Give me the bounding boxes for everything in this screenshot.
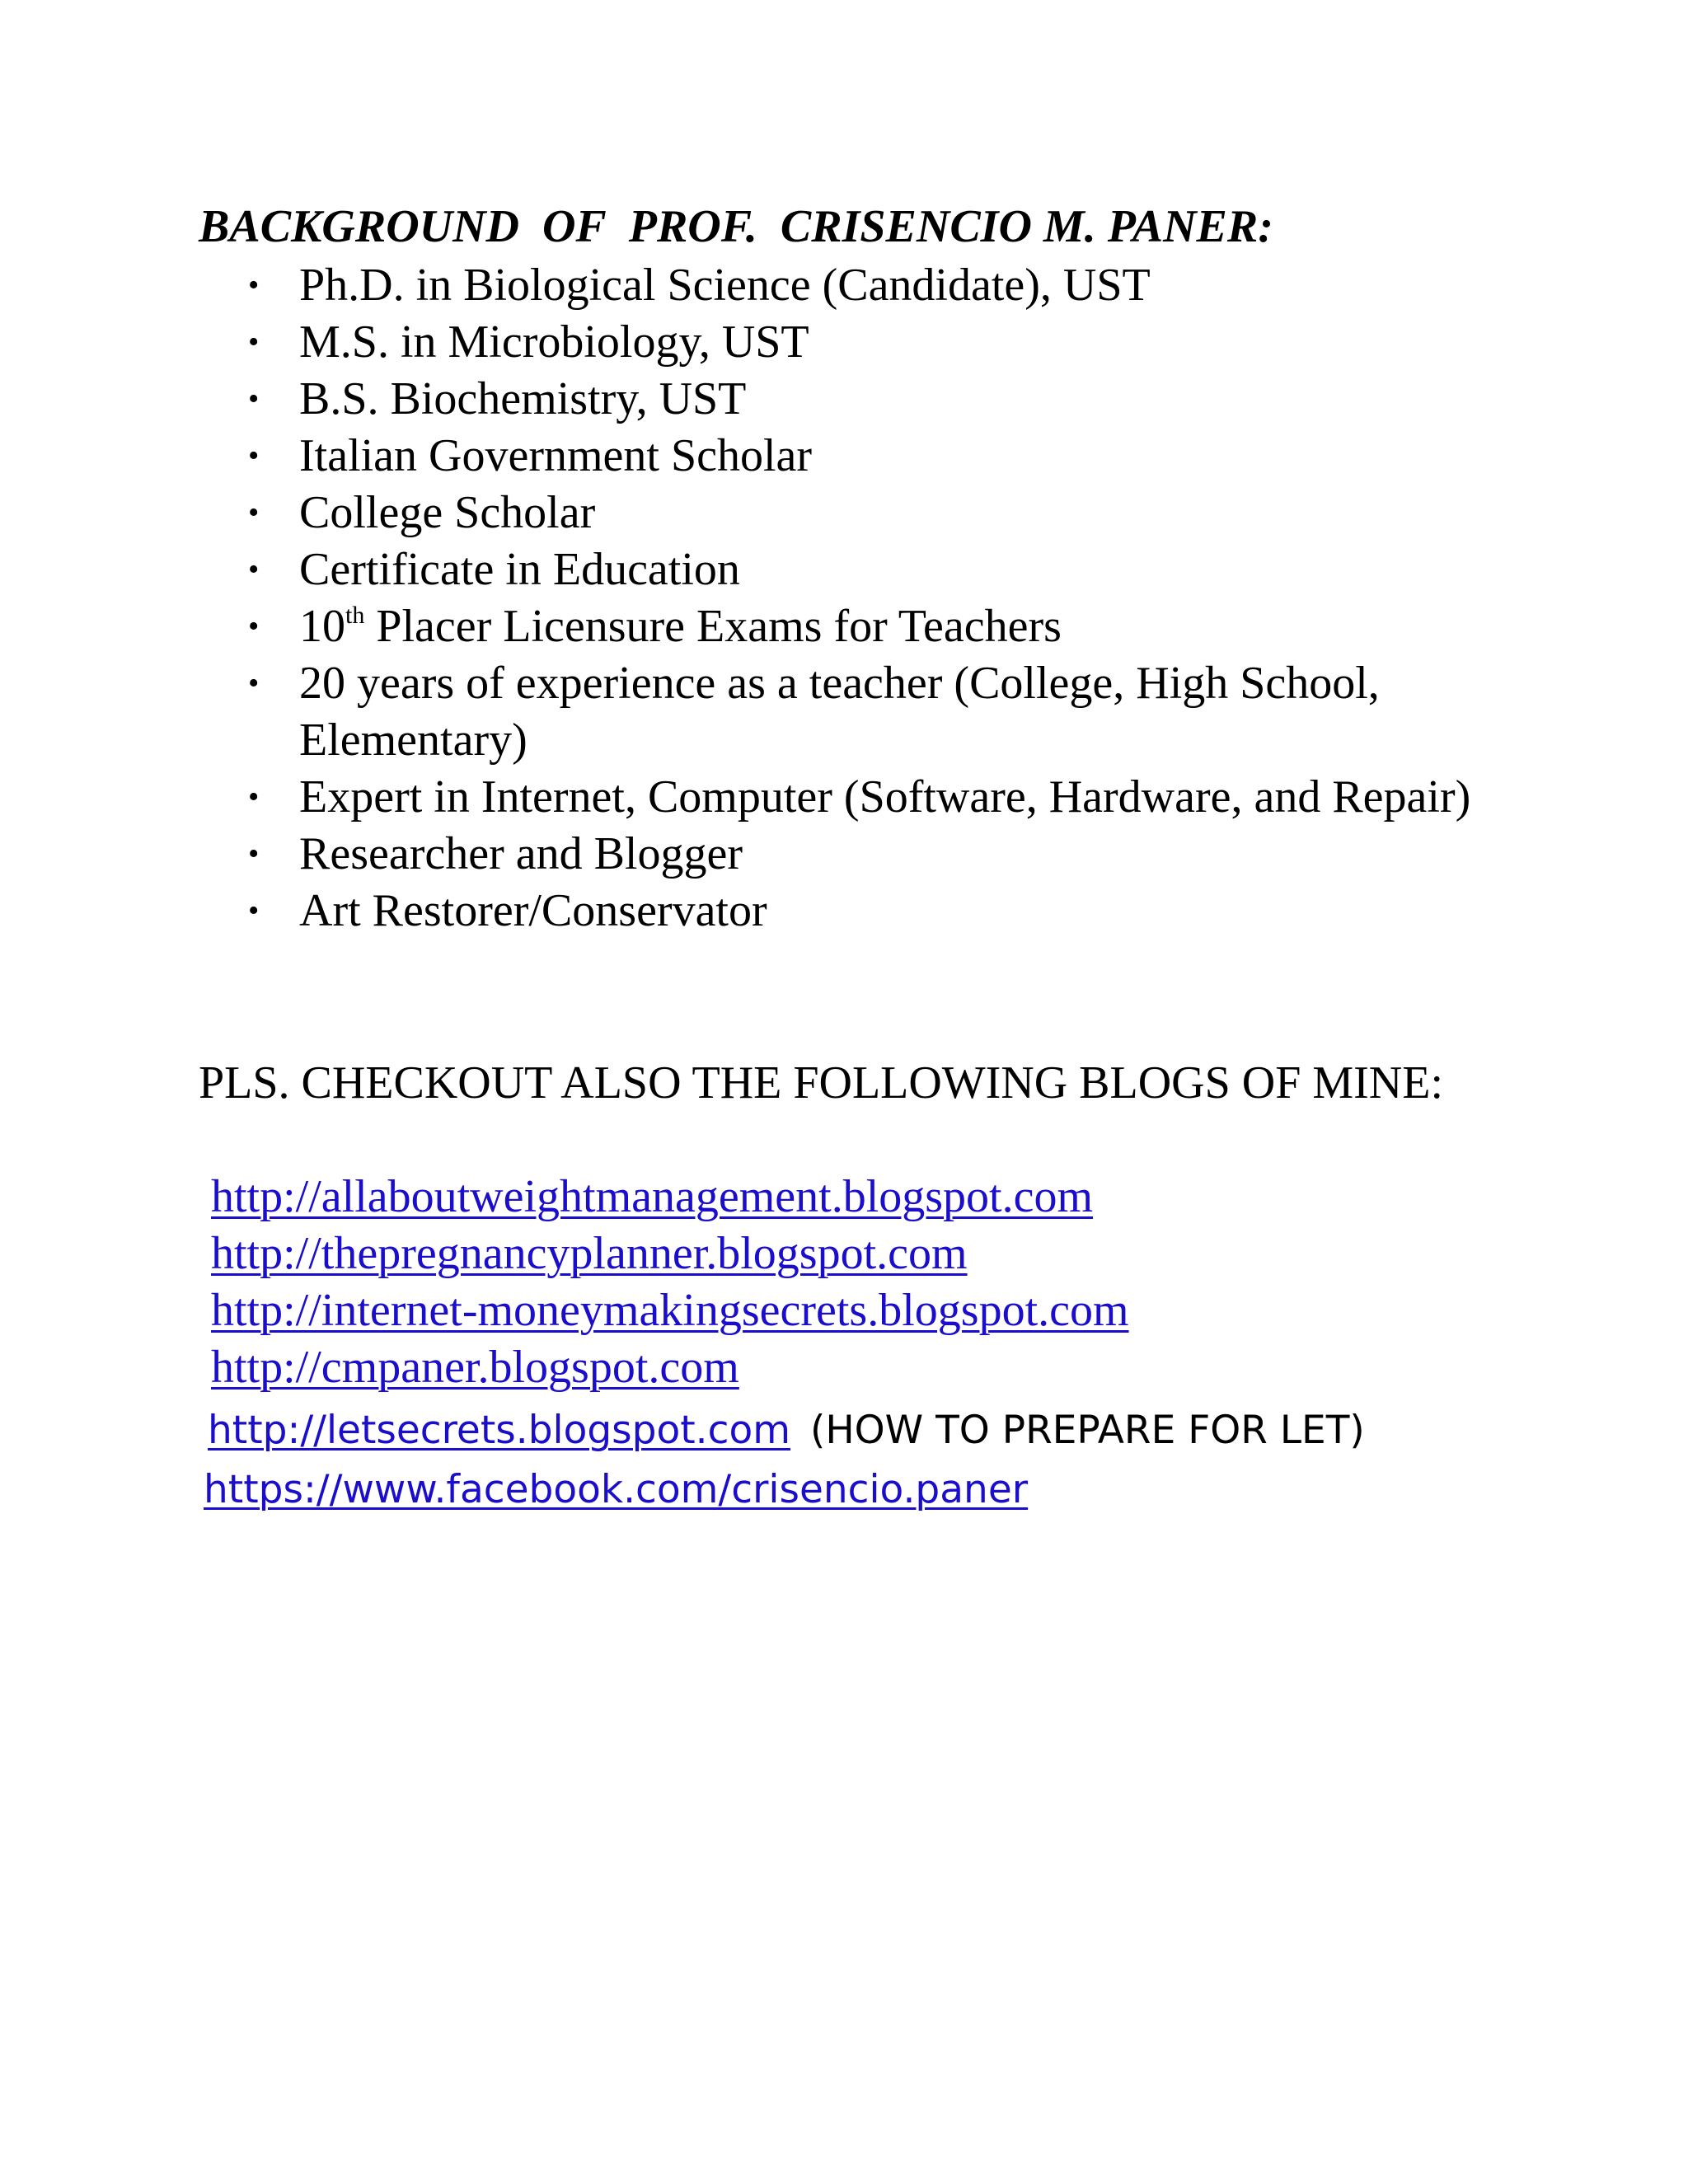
credentials-list xyxy=(199,257,1517,940)
credential-item xyxy=(199,257,1517,314)
blog-link-letsecrets[interactable]: http://letsecrets.blogspot.com xyxy=(208,1408,790,1453)
credential-item xyxy=(199,598,1517,655)
credential-item xyxy=(199,883,1517,940)
credential-ordinal-suffix: th xyxy=(345,602,365,629)
extra-links-list xyxy=(204,1401,1365,1520)
credential-text: Placer Licensure Exams for Teachers xyxy=(364,601,1062,652)
credential-text: Ph.D. in Biological Science (Candidate), UST xyxy=(299,260,1151,311)
facebook-link-row xyxy=(204,1460,1365,1520)
let-link-note: (HOW TO PREPARE FOR LET) xyxy=(810,1408,1365,1453)
bullet-icon: • xyxy=(248,552,260,587)
credential-item xyxy=(199,826,1517,883)
blog-links-list xyxy=(211,1169,1129,1396)
credential-text: College Scholar xyxy=(299,487,596,538)
facebook-link[interactable]: https://www.facebook.com/crisencio.paner xyxy=(204,1467,1029,1512)
credential-text: 20 years of experience as a teacher (College, High School, Elementary) xyxy=(299,658,1380,766)
credential-item xyxy=(199,485,1517,541)
credential-text: Art Restorer/Conservator xyxy=(299,885,767,936)
blog-link-weight-management[interactable]: http://allaboutweightmanagement.blogspot.com xyxy=(211,1171,1094,1222)
credential-text: Certificate in Education xyxy=(299,544,740,595)
bullet-icon: • xyxy=(248,438,260,473)
bullet-icon: • xyxy=(248,780,260,814)
credential-text: Italian Government Scholar xyxy=(299,430,813,481)
bullet-icon: • xyxy=(248,495,260,530)
credential-item xyxy=(199,371,1517,428)
credential-item xyxy=(199,541,1517,598)
credential-item xyxy=(199,314,1517,371)
bullet-icon: • xyxy=(248,666,260,701)
credential-item xyxy=(199,769,1517,826)
credential-item xyxy=(199,655,1517,769)
bullet-icon: • xyxy=(248,609,260,644)
bullet-icon: • xyxy=(248,382,260,416)
credential-item xyxy=(199,428,1517,485)
credential-text: Researcher and Blogger xyxy=(299,828,743,879)
blogs-intro-text: PLS. CHECKOUT ALSO THE FOLLOWING BLOGS OF MINE: xyxy=(199,1057,1444,1108)
blog-link-moneymaking-secrets[interactable]: http://internet-moneymakingsecrets.blogspot.com xyxy=(211,1285,1129,1336)
blog-link-pregnancy-planner[interactable]: http://thepregnancyplanner.blogspot.com xyxy=(211,1228,968,1279)
let-link-row xyxy=(208,1401,1365,1460)
blog-link-cmpaner[interactable]: http://cmpaner.blogspot.com xyxy=(211,1342,739,1393)
credential-number: 10 xyxy=(299,601,345,652)
bullet-icon: • xyxy=(248,268,260,302)
bullet-icon: • xyxy=(248,893,260,928)
credential-text: B.S. Biochemistry, UST xyxy=(299,373,747,424)
bullet-icon: • xyxy=(248,325,260,359)
page-heading: BACKGROUND OF PROF. CRISENCIO M. PANER: xyxy=(199,201,1273,252)
bullet-icon: • xyxy=(248,837,260,871)
credential-text: M.S. in Microbiology, UST xyxy=(299,316,809,368)
credential-text: Expert in Internet, Computer (Software, Hardware, and Repair) xyxy=(299,771,1471,823)
